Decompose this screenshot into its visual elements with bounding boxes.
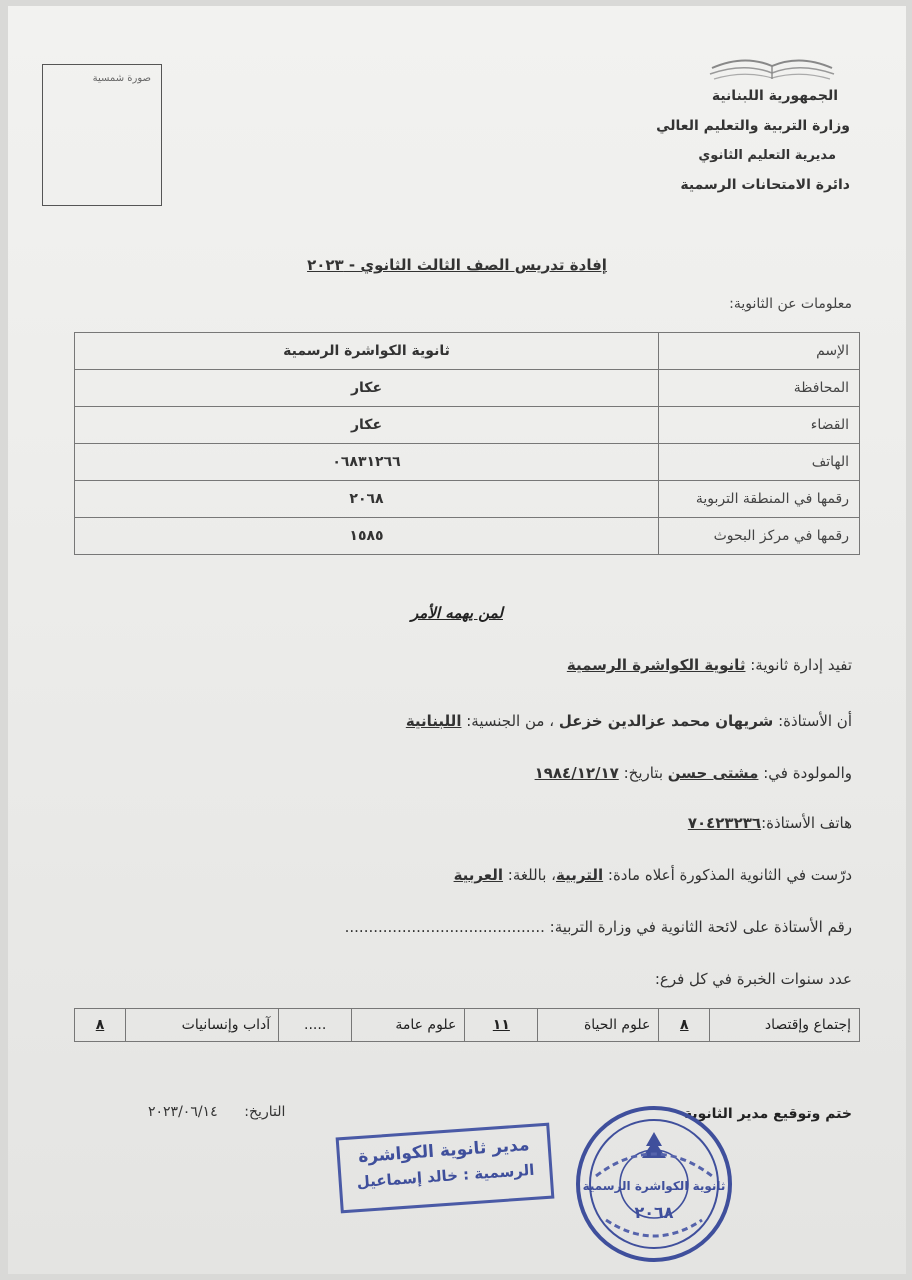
statement-line-teacher [406, 712, 852, 730]
statement-text: بتاريخ: [623, 764, 664, 782]
experience-branch: إجتماع وإقتصاد [710, 1009, 860, 1042]
statement-prefix: رقم الأستاذة على لائحة الثانوية في وزارة التربية: [549, 918, 852, 936]
photo-box-label: صورة شمسية [92, 73, 151, 84]
table-row [75, 444, 860, 481]
document-page [8, 6, 906, 1274]
info-value-research-number: ١٥٨٥ [75, 518, 659, 555]
signature-label: ختم وتوقيع مدير الثانوية [683, 1106, 852, 1122]
statement-line-subject [454, 866, 852, 884]
info-value-name: ثانوية الكواشرة الرسمية [75, 333, 659, 370]
ministry-number-dots: .......................................... [344, 918, 545, 936]
info-value-governorate: عكار [75, 370, 659, 407]
table-row [75, 370, 860, 407]
statement-text: ، باللغة: [507, 866, 557, 884]
experience-years: ..... [279, 1009, 352, 1042]
info-key-district: القضاء [659, 407, 860, 444]
book-logo-icon [704, 46, 840, 82]
experience-years: ٨ [659, 1009, 710, 1042]
statement-text: ، من الجنسية: [466, 712, 555, 730]
teacher-name-value: شريهان محمد عزالدين خزعل [558, 712, 774, 730]
principal-stamp-line1: مدير ثانوية الكواشرة [357, 1135, 531, 1168]
info-key-research-number: رقمها في مركز البحوث [659, 518, 860, 555]
info-key-name: الإسم [659, 333, 860, 370]
document-title [8, 256, 906, 274]
table-row [75, 518, 860, 555]
statement-line-school [567, 656, 852, 674]
statement-prefix: والمولودة في: [763, 764, 852, 782]
seal-number-text: ٢٠٦٨ [634, 1203, 674, 1222]
ministry-header [590, 88, 850, 207]
info-value-phone: ٠٦٨٣١٢٦٦ [75, 444, 659, 481]
school-info-label: معلومات عن الثانوية: [729, 296, 852, 312]
experience-branch: آداب وإنسانيات [126, 1009, 279, 1042]
info-key-governorate: المحافظة [659, 370, 860, 407]
statement-line-ministry-number [345, 918, 852, 936]
header-line-republic: الجمهورية اللبنانية [711, 88, 838, 104]
statement-prefix: هاتف الأستاذة: [761, 814, 852, 832]
principal-stamp [336, 1123, 555, 1214]
statement-prefix: تفيد إدارة ثانوية: [750, 656, 852, 674]
table-row [75, 481, 860, 518]
experience-years: ١١ [465, 1009, 538, 1042]
statement-line-phone [688, 814, 852, 832]
table-row [75, 1009, 860, 1042]
experience-table [74, 1008, 860, 1042]
experience-years: ٨ [75, 1009, 126, 1042]
date-row [148, 1104, 285, 1120]
seal-center-text: ثانوية الكواشرة الرسمية [582, 1179, 726, 1193]
birth-date-value: ١٩٨٤/١٢/١٧ [534, 764, 619, 782]
date-value: ٢٠٢٣/٠٦/١٤ [148, 1104, 218, 1120]
experience-label: عدد سنوات الخبرة في كل فرع: [654, 970, 852, 988]
subject-value: التربية [556, 866, 604, 884]
school-seal-icon [572, 1102, 736, 1266]
header-line-directorate: مديرية التعليم الثانوي [698, 148, 836, 163]
photo-box [42, 64, 162, 206]
nationality-value: اللبنانية [405, 712, 462, 730]
statement-prefix: أن الأستاذة: [778, 712, 852, 730]
info-value-district: عكار [75, 407, 659, 444]
school-name-value: ثانوية الكواشرة الرسمية [566, 656, 746, 674]
school-info-table [74, 332, 860, 555]
table-row [75, 407, 860, 444]
document-title-text: إفادة تدريس الصف الثالث الثانوي - ٢٠٢٣ [307, 256, 607, 274]
principal-stamp-line2: الرسمية : خالد إسماعيل [356, 1160, 535, 1192]
table-row [75, 333, 860, 370]
language-value: العربية [453, 866, 503, 884]
statement-prefix: درّست في الثانوية المذكورة أعلاه مادة: [607, 866, 852, 884]
experience-branch: علوم الحياة [538, 1009, 659, 1042]
birth-place-value: مشتى حسن [667, 764, 759, 782]
date-label: التاريخ: [244, 1104, 286, 1120]
info-key-region-number: رقمها في المنطقة التربوية [659, 481, 860, 518]
statement-line-birth [535, 764, 852, 782]
teacher-phone-value: ٧٠٤٢٣٢٣٦ [687, 814, 762, 832]
to-whom-heading: لمن يهمه الأمر [411, 604, 503, 622]
info-value-region-number: ٢٠٦٨ [75, 481, 659, 518]
header-line-ministry: وزارة التربية والتعليم العالي [656, 118, 850, 134]
experience-branch: علوم عامة [352, 1009, 465, 1042]
header-line-department: دائرة الامتحانات الرسمية [680, 177, 850, 193]
info-key-phone: الهاتف [659, 444, 860, 481]
